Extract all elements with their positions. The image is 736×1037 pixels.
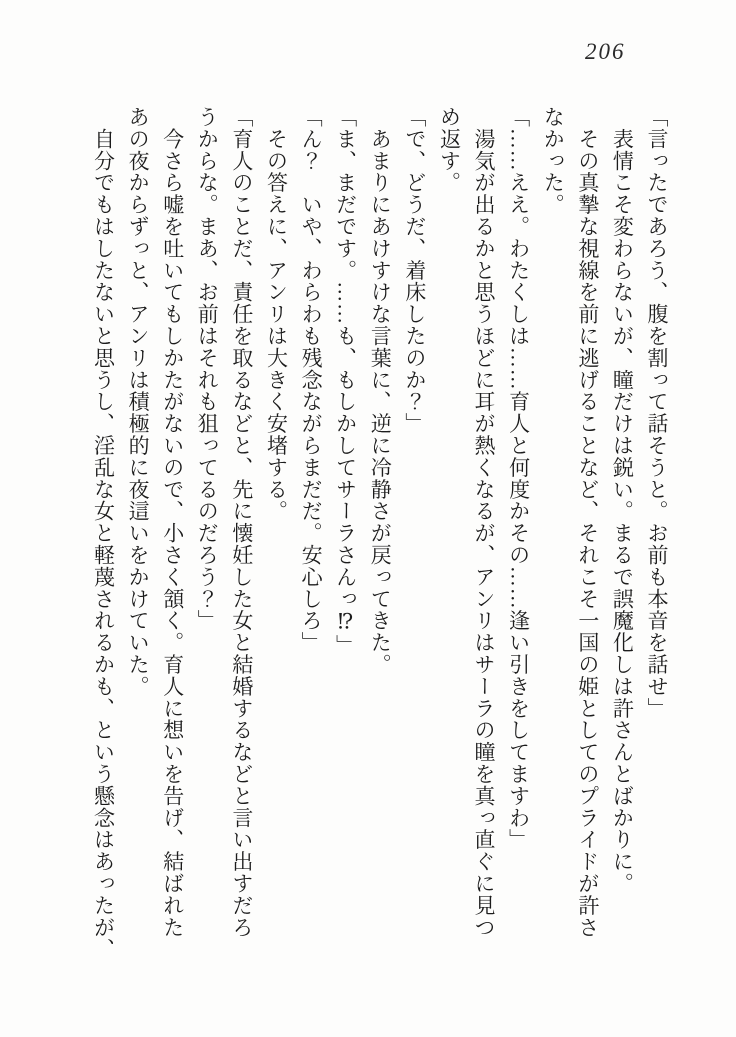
text-line: あの夜からずっと、アンリは積極的に夜這いをかけていた。 (126, 106, 151, 698)
text-line: 表情こそ変わらないが、瞳だけは鋭い。まるで誤魔化しは許さんとばかりに。 (610, 106, 635, 895)
text-line: 「ん？ いや、わらわも残念ながらまだだ。安心しろ」 (299, 106, 324, 654)
text-line: 「ま、まだです。……も、もしかしてサーラさんっ⁉」 (333, 106, 358, 657)
text-line: あまりにあけすけな言葉に、逆に冷静さが戻ってきた。 (368, 106, 393, 676)
text-line: 今さら嘘を吐いてもしかたがないので、小さく頷く。育人に想いを告げ、結ばれた (160, 106, 185, 939)
text-line: その答えに、アンリは大きく安堵する。 (264, 106, 289, 523)
text-line: 「で、どうだ、着床したのか？」 (402, 106, 427, 435)
body-text-block (86, 106, 674, 966)
text-line: 「言ったであろう、腹を割って話そうと。お前も本音を話せ」 (645, 106, 669, 720)
text-line: 「……ええ。わたくしは……育人と何度かその……逢い引きをしてますわ」 (506, 106, 531, 851)
text-line: 「育人のことだ、責任を取るなどと、先に懐妊した女と結婚するなどと言い出すだろ (229, 106, 254, 939)
text-line: 湯気が出るかと思うほどに耳が熱くなるが、アンリはサーラの瞳を真っ直ぐに見つ (472, 106, 497, 939)
text-line: め返す。 (437, 106, 462, 194)
text-line: 自分でもはしたないと思うし、淫乱な女と軽蔑されるかも、という懸念はあったが、 (91, 106, 116, 961)
text-line: その真摯な視線を前に逃げることなど、それこそ一国の姫としてのプライドが許さ (575, 106, 600, 939)
page-number: 206 (585, 39, 626, 64)
text-line: なかった。 (541, 106, 566, 216)
text-line: うからな。まあ、お前はそれも狙ってるのだろう？」 (195, 106, 220, 632)
